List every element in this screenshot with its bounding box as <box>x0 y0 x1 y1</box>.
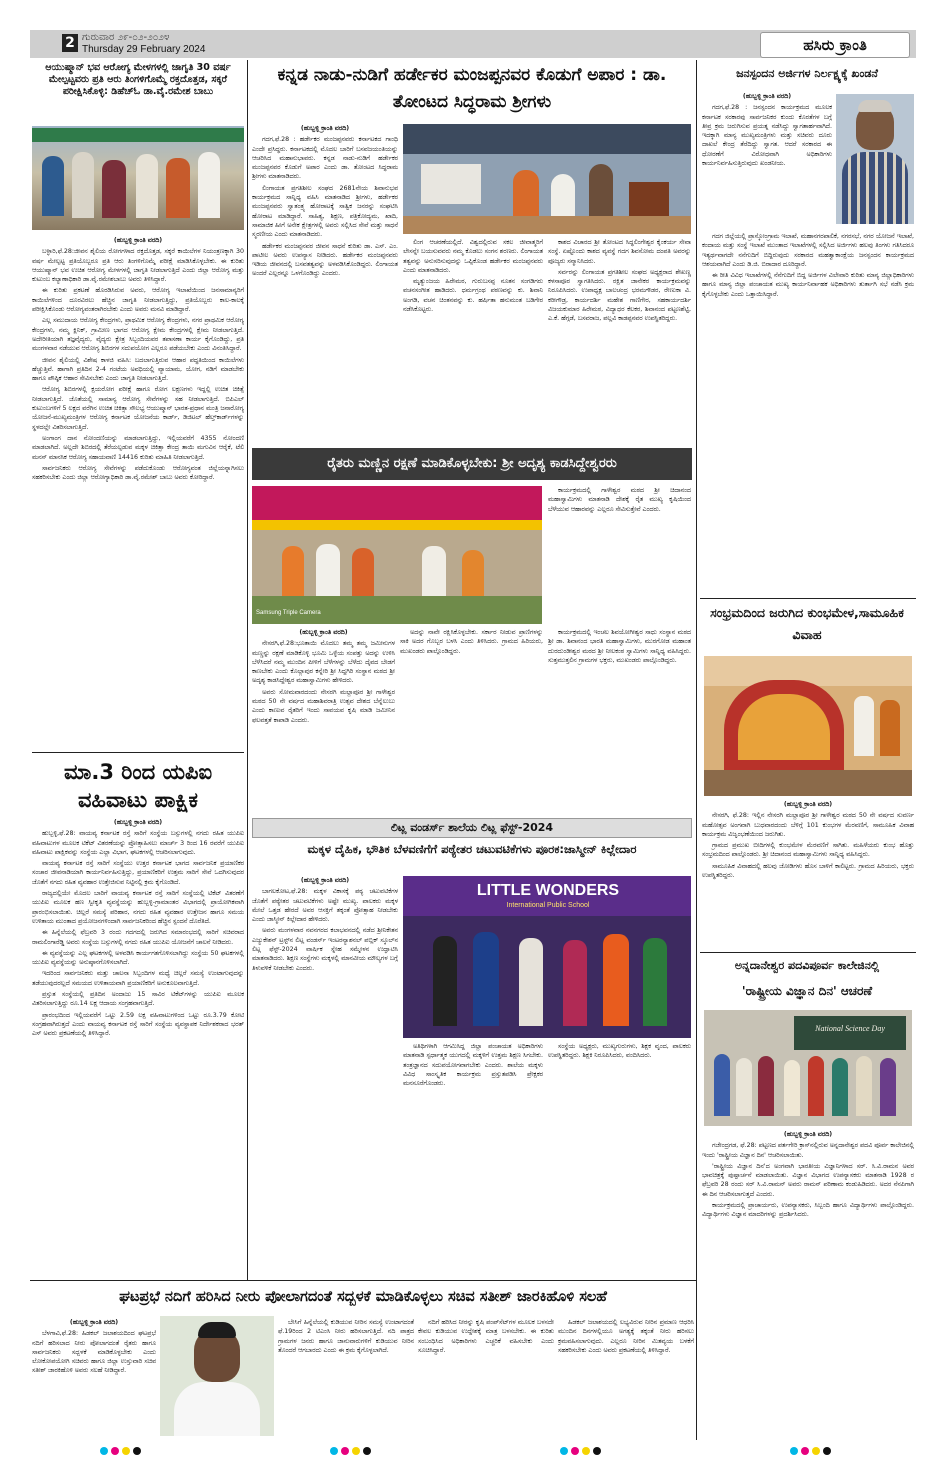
registration-dot <box>133 1447 141 1455</box>
story-school-body-1 <box>252 876 398 1166</box>
paragraph: ಪ್ರಸ್ತುತ ಸಂಸ್ಥೆಯಲ್ಲಿ ಪ್ರತಿದಿನ ಅಂದಾಜು 15 ಸಾವಿರ ಟಿಕೆಟ್‌ಗಳನ್ನು ಯುಪಿಐ ಮೂಲಕ ವಿತರಿಸಲಾಗುತ್ತಿದ್ದು ರೂ.14 ಲಕ್ಷ ಆದಾಯ ಸಂಗ್ರಹವಾಗುತ್ತಿದೆ. <box>32 991 244 1008</box>
story-school-body-2 <box>403 1042 543 1166</box>
byline: (ಹುಬ್ಬಳ್ಳಿ ಕ್ರಾಂತಿ ವರದಿ) <box>113 237 163 244</box>
story-water-body-3 <box>418 1318 554 1436</box>
date-kannada: ಗುರುವಾರ ೨೯-೦೨-೨೦೨೪ <box>82 32 170 43</box>
byline: (ಹುಬ್ಬಳ್ಳಿ ಕ್ರಾಂತಿ ವರದಿ) <box>742 93 792 100</box>
paragraph: ನೇಸರಗಿ,ಫೆ.28:ಭೂತಾಯಿ ಮೊದಲು ತಮ್ಮ ತಮ್ಮ ಜಮೀನುಗಳ ಮಣ್ಣನ್ನು ರಕ್ಷಣೆ ಮಾಡಿಕೊಳ್ಳಿ ಭೂಮಿ ಒಳ್ಳೆಯ ಸಂಪತ್ತು ಅದನ್ನು ಉಳಿಸಿ ಬೆಳೆಸಿದರೆ ನಮ್ಮ ಮುಂದಿನ ಪೀಳಿಗೆ ಬೆಳೆಗಳನ್ನು ಬೆಳೆದು ದೈವದ ಬೇಡಗೆ ಕಾಣಬೇಕು ಎಂದು ಕೊಲ್ಲಾಪುರ ಕನ್ನೇರಿ ಶ್ರೀ ಸಿದ್ದಗಿರಿ ಸಂಸ್ಥಾನ ಮಠದ ಶ್ರೀ ಅದೃಶ್ಯ ಕಾಡಸಿದ್ದೇಶ್ವರ ಮಹಾಸ್ವಾಮಿಗಳು ಹೇಳಿದರು. <box>252 640 395 685</box>
registration-dot <box>122 1447 130 1455</box>
paragraph: ಅಂಗಾಂಗ ದಾನ ನೋಂದಣಿಯನ್ನು ಮಾಡಲಾಗುತ್ತಿದ್ದು, ಇಲ್ಲಿಯವರೆಗೆ 4355 ನೋಂದಣಿ ಮಾಡಲಾಗಿದೆ. ಅಲ್ಲದೇ ಶಿಬಿರದಲ್ಲಿ ತೆರೆಯಲ್ಪಡುವ ಮಕ್ಕಳ ಚಿಕಿತ್ಸಾ ಕೇಂದ್ರ ತಾಯಿ ಮಗುವಿನ ಆರೈಕೆ, ಟೆಲಿ ಮನಸ್ ಮಾನಸಿಕ ಆರೋಗ್ಯ ಸಹಾಯವಾಣಿ 14416 ಕುರಿತು ಮಾಹಿತಿ ನೀಡಲಾಗುತ್ತಿದೆ. <box>32 434 244 461</box>
story-science-headline-b: 'ರಾಷ್ಟ್ರೀಯ ವಿಜ್ಞಾನ ದಿನ' ಆಚರಣೆ <box>741 984 873 998</box>
page-number: 2 <box>62 34 78 52</box>
paragraph: ಹಿಡಕಲ್ ಜಲಾಶಯದಲ್ಲಿ ಲಭ್ಯವಿರುವ ನೀರಿನ ಪ್ರಮಾಣ ಆಧರಿಸಿ ಮುಂದಿನ ದಿನಗಳಲ್ಲಿಯೂ ಅಗತ್ಯಕ್ಕೆ ತಕ್ಕಂತೆ ನೀರು ಹರಿಸಲು ಕ್ರಮವಹಿಸಲಾಗುವುದು. ಎಲ್ಲರೂ ನೀರಿನ ಮಿತವ್ಯಯ ಬಳಕೆಗೆ ಸಹಕರಿಸಬೇಕು ಎಂದು ಅವರು ಪ್ರಕಟಣೆಯಲ್ಲಿ ತಿಳಿಸಿದ್ದಾರೆ. <box>558 1319 694 1354</box>
byline: (ಹುಬ್ಬಳ್ಳಿ ಕ್ರಾಂತಿ ವರದಿ) <box>299 629 348 636</box>
story-hardekar-body-1 <box>252 124 398 434</box>
portrait-photo <box>836 94 914 224</box>
story-soil-body-4 <box>548 628 691 810</box>
registration-dot <box>341 1447 349 1455</box>
paragraph: ಬೇಸಿಗೆ ಹಿನ್ನೆಲೆಯಲ್ಲಿ ಕುಡಿಯುವ ನೀರಿನ ಸಮಸ್ಯೆ ಉಂಟಾಗದಂತೆ ಫೆ.19ರಿಂದ 2 ಟಿಎಂಸಿ ನೀರು ಹರಿಸಲಾಗುತ್ತಿದೆ. ನದಿ ಪಾತ್ರದ ಗ್ರಾಮಗಳ ಜನರು ಹಾಗೂ ಜಾನುವಾರುಗಳಿಗೆ ಕುಡಿಯುವ ನೀರಿನ ತೊಂದರೆ ಆಗಬಾರದು ಎಂದು ಈ ಕ್ರಮ ಕೈಗೊಳ್ಳಲಾಗಿದೆ. <box>278 1319 414 1354</box>
story-science-headline-a-box <box>700 956 914 978</box>
story-science-headline-b-box <box>700 980 914 1004</box>
registration-dot <box>790 1447 798 1455</box>
paragraph: ಲಿಂಗಾಯತ ಪ್ರಗತಿಶೀಲ ಸಂಘದ 2681ನೇಯ ಶಿವಾನುಭವ ಕಾರ್ಯಕ್ರಮದ ಸಾನ್ನಿಧ್ಯ ವಹಿಸಿ ಮಾತನಾಡಿದ ಶ್ರೀಗಳು, ಹರ್ಡೇಕರ ಮಂಜಪ್ಪನವರು ಸ್ವಾತಂತ್ರ್ಯ ಹೋರಾಟಕ್ಕೆ ಸಾತ್ವಿಕ ಜನರನ್ನು ಸಂಘಟಿಸಿ ಹೋರಾಟ ಮಾಡಿದ್ದಾರೆ. ಸಾಹಿತ್ಯ, ಶಿಕ್ಷಣ, ಪತ್ರಿಕೋದ್ಯಮ, ಖಾದಿ, ಸಾಮಾಜಿಕ ಹೀಗೆ ಅನೇಕ ಕ್ಷೇತ್ರಗಳಲ್ಲಿ ಅವರು ಸಲ್ಲಿಸಿದ ಸೇವೆ ಮತ್ತು ಸಾಧನೆ ಸ್ಮರಣೀಯ ಎಂದು ಮಾತನಾಡಿದರು. <box>252 184 398 239</box>
masthead: ಹಸಿರು ಕ್ರಾಂತಿ <box>760 32 910 58</box>
paragraph: ಕಾರ್ಯಕ್ರಮದಲ್ಲಿ ಗಾಳೇಶ್ವರ ಮಠದ ಶ್ರೀ ಚಿದಾನಂದ ಮಹಾಸ್ವಾಮಿಗಳು ಮಾತನಾಡಿ ದೇಶಕ್ಕೆ ರೈತ ಮುಖ್ಯ ಕೃಷಿಯಿಂದ ಬೆಳೆಯುವ ಆಹಾರವನ್ನು ಎಲ್ಲರೂ ಸೇವಿಸುತ್ತೇವೆ ಎಂದರು. <box>548 487 691 513</box>
science-day-photo <box>704 1010 912 1126</box>
story-kumbha-body <box>702 800 914 948</box>
paragraph: ಬಾಗಲಕೋಟ,ಫೆ.28: ಮಕ್ಕಳ ವಿಕಾಸಕ್ಕೆ ಪಠ್ಯ ಚಟುವಟಿಕೆಗಳ ಜೊತೆಗೆ ಪಠ್ಯೇತರ ಚಟುವಟಿಕೆಗಳು ಅಷ್ಟೇ ಮುಖ್ಯ. ಪಾಲಕರು ಮಕ್ಕಳ ಮೇಲೆ ಒತ್ತಡ ಹೇರದೆ ಅವರ ಆಸಕ್ತಿಗೆ ತಕ್ಕಂತೆ ಪ್ರೋತ್ಸಾಹ ನೀಡಬೇಕು ಎಂದು ಜಾಸ್ಮೀನ್ ಕಿಲ್ಲೇದಾರ ಹೇಳಿದರು. <box>252 888 398 924</box>
story-janaspandana-body-2 <box>702 232 914 590</box>
paragraph: ಸರ್ವರನ್ನು ಲಿಂಗಾಯತ ಪ್ರಗತಿಶೀಲ ಸಂಘದ ಅಧ್ಯಕ್ಷರಾದ ಶೇಖಣ್ಣ ಕಳಸಾಪೂರ ಸ್ವಾಗತಿಸಿದರು. ರಕ್ಷಿತ ಜಾನೇಕರ ಕಾರ್ಯಕ್ರಮವನ್ನು ನಿರೂಪಿಸಿದರು. ಉಪಾಧ್ಯಕ್ಷ ಬಾಲಚಂದ್ರ ಭರಮಗೌಡರ, ರೇಣುಕಾ ವಿ. ಕರೀಗೌಡ್ರ, ಕಾರ್ಯದರ್ಶಿ ಮಹೇಶ ಗಾಣಿಗೇರ, ಸಹಕಾರ್ಯದರ್ಶಿ ವಿಜಯಕುಮಾರ ಹಿರೇಮಠ, ವಿದ್ಯಾಧರ ಕೆಲಕರ, ಶಿವಾನಂದ ಪಟ್ಟಣಶೆಟ್ಟಿ, ಎ.ಕೆ. ಹೆಗ್ಗಡೆ, ಬಸವರಾಜ, ಪಲ್ಲವಿ ಕಾಡಪ್ಪನವರ ಉಪಸ್ಥಿತರಿದ್ದರು. <box>548 268 691 323</box>
registration-dot <box>823 1447 831 1455</box>
paragraph: ಪ್ರಾರಂಭದಿಂದ ಇಲ್ಲಿಯವರೆಗೆ ಒಟ್ಟು 2.59 ಲಕ್ಷ ವಹಿವಾಟುಗಳಿಂದ ಒಟ್ಟು ರೂ.3.79 ಕೋಟಿ ಸಂಗ್ರಹವಾಗಿರುತ್ತದೆ ಎಂದು ವಾಯವ್ಯ ಕರ್ನಾಟಕ ರಸ್ತೆ ಸಾರಿಗೆ ಸಂಸ್ಥೆಯ ವ್ಯವಸ್ಥಾಪಕ ನಿರ್ದೇಶಕರಾದ ಭರತ್ ಎಸ್ ಅವರು ಪ್ರಕಟಣೆಯಲ್ಲಿ ತಿಳಿಸಿದ್ದಾರೆ. <box>32 1011 244 1038</box>
paragraph: ಬಳ್ಳಾರಿ,ಫೆ.28:ಜೀವನ ಶೈಲಿಯ ರೋಗಗಳಾದ ರಕ್ತದೊತ್ತಡ, ಸಕ್ಕರೆ ಕಾಯಿಲೆಗಳ ನಿಯಂತ್ರಣಕ್ಕಾಗಿ 30 ವರ್ಷ ಮೇಲ್ಪಟ್ಟ ಪ್ರತಿಯೊಬ್ಬರೂ ಪ್ರತಿ ಆರು ತಿಂಗಳಿಗೊಮ್ಮೆ ಪರೀಕ್ಷೆ ಮಾಡಿಸಿಕೊಳ್ಳಬೇಕು. ಈ ಕುರಿತು ಆಯುಷ್ಮಾನ್ ಭವ ಉಚಿತ ಆರೋಗ್ಯ ಮೇಳಗಳಲ್ಲಿ ಜಾಗೃತಿ ನೀಡಲಾಗುತ್ತಿದೆ ಎಂದು ಜಿಲ್ಲಾ ಆರೋಗ್ಯ ಮತ್ತು ಕುಟುಂಬ ಕಲ್ಯಾಣಾಧಿಕಾರಿ ಡಾ.ವೈ.ರಮೇಶಬಾಬು ಅವರು ತಿಳಿಸಿದ್ದಾರೆ. <box>32 248 244 284</box>
paragraph: ಕಾರ್ಯಕ್ರಮದಲ್ಲಿ ಪ್ರಾಚಾರ್ಯರು, ಉಪನ್ಯಾಸಕರು, ಸಿಬ್ಬಂದಿ ಹಾಗೂ ವಿದ್ಯಾರ್ಥಿಗಳು ಪಾಲ್ಗೊಂಡಿದ್ದರು. ವಿದ್ಯಾರ್ಥಿಗಳು ವಿಜ್ಞಾನ ಮಾದರಿಗಳನ್ನು ಪ್ರದರ್ಶಿಸಿದರು. <box>702 1202 914 1219</box>
paragraph: ಅತಿಥಿಗಳಾಗಿ ಆಗಮಿಸಿದ್ದ ಜಿಲ್ಲಾ ಪಂಚಾಯತ ಅಧಿಕಾರಿಗಳು ಮಾತನಾಡಿ ಸ್ಪರ್ಧಾತ್ಮಕ ಯುಗದಲ್ಲಿ ಮಕ್ಕಳಿಗೆ ಉತ್ತಮ ಶಿಕ್ಷಣ ಸಿಗಬೇಕು. ತಂತ್ರಜ್ಞಾನದ ಸದುಪಯೋಗವಾಗಬೇಕು ಎಂದರು. ಶಾಲೆಯ ಮಕ್ಕಳು ವಿವಿಧ ಸಾಂಸ್ಕೃತಿಕ ಕಾರ್ಯಕ್ರಮ ಪ್ರಸ್ತುತಪಡಿಸಿ ಪ್ರೇಕ್ಷಕರ ಮನಸೂರೆಗೊಂಡರು. <box>403 1043 543 1088</box>
paragraph: ಸಂಸ್ಥೆಯ ಅಧ್ಯಕ್ಷರು, ಮುಖ್ಯಗುರುಗಳು, ಶಿಕ್ಷಕ ವೃಂದ, ಪಾಲಕರು ಉಪಸ್ಥಿತರಿದ್ದರು. ಶಿಕ್ಷಕಿ ನಿರೂಪಿಸಿದರು, ವಂದಿಸಿದರು. <box>548 1043 691 1060</box>
paragraph: ಸಾಮೂಹಿಕ ವಿವಾಹದಲ್ಲಿ ಹಲವು ಜೋಡಿಗಳು ಹೊಸ ಬಾಳಿಗೆ ಕಾಲಿಟ್ಟರು. ಗ್ರಾಮದ ಹಿರಿಯರು, ಭಕ್ತರು ಉಪಸ್ಥಿತರಿದ್ದರು. <box>702 862 914 880</box>
story-science-body <box>702 1130 914 1436</box>
story-school-body-3 <box>548 1042 691 1166</box>
registration-dot <box>330 1447 338 1455</box>
paragraph: ಬೆಳಗಾವಿ,ಫೆ.28: ಹಿಡಕಲ್ ಜಲಾಶಯದಿಂದ ಘಟಪ್ರಭೆ ನದಿಗೆ ಹರಿಸಲಾದ ನೀರು ಪೋಲಾಗದಂತೆ ರೈತರು ಹಾಗೂ ಸಾರ್ವಜನಿಕರು ಸದ್ಬಳಕೆ ಮಾಡಿಕೊಳ್ಳಬೇಕು ಎಂದು ಲೋಕೋಪಯೋಗಿ ಸಚಿವರು ಹಾಗೂ ಜಿಲ್ಲಾ ಉಸ್ತುವಾರಿ ಸಚಿವ ಸತೀಶ್ ಜಾರಕಿಹೊಳಿ ಅವರು ಸಲಹೆ ನೀಡಿದ್ದಾರೆ. <box>32 1330 156 1375</box>
story-upi-headline: ಮಾ.3 ರಿಂದ ಯಪಿಐ ವಹಿವಾಟು ಪಾಕ್ಷಿಕ <box>63 760 213 812</box>
paragraph: ನದಿಗೆ ಹರಿಸಿದ ನೀರನ್ನು ಕೃಷಿ ಪಂಪ್‌ಸೆಟ್‌ಗಳ ಮೂಲಕ ಬಳಸದೇ ಕೇವಲ ಕುಡಿಯುವ ಉದ್ದೇಶಕ್ಕೆ ಮಾತ್ರ ಬಳಸಬೇಕು. ಈ ಕುರಿತು ಸಂಬಂಧಿಸಿದ ಅಧಿಕಾರಿಗಳು ಎಚ್ಚರಿಕೆ ವಹಿಸಬೇಕು ಎಂದು ಸೂಚಿಸಿದ್ದಾರೆ. <box>418 1319 554 1354</box>
paragraph: ಅವರು ಸೋಮವಾರದಂದು ನೇಸರಗಿ ಮಲ್ಲಾಪೂರ ಶ್ರೀ ಗಾಳೇಶ್ವರ ಮಠದ 50 ನೇ ವರ್ಷದ ಮಹಾಶಿವರಾತ್ರಿ ಉತ್ಸವ ದೇಶದ ಬೆನ್ನೆಲುಬು ಎಂದು ಕಾಣುವ ರೈತರಿಗೆ ಇಂದು ಸಾವಯವ ಕೃಷಿ ಮಾಡಿ ಜಮೀನಿನ ಫಲವತ್ತತೆ ಕಾಪಾಡಿ ಎಂದರು. <box>252 688 395 724</box>
byline: (ಹುಬ್ಬಳ್ಳಿ ಕ್ರಾಂತಿ ವರದಿ) <box>113 819 163 826</box>
story-kumbha-headline-box <box>700 602 914 652</box>
paragraph: ಇದರಿಂದ ಸಾರ್ವಜನಿಕರು ಮತ್ತು ಚಾಲನಾ ಸಿಬ್ಬಂದಿಗಳ ಮಧ್ಯೆ ಚಿಲ್ಲರೆ ಸಮಸ್ಯೆ ಉಂಟಾಗುವುದನ್ನು ತಡೆಯುವುದರಲ್ಲದೆ ಸಮಯದ ಉಳಿತಾಯವಾಗಿ ಪ್ರಯಾಣಿಕರಿಗೆ ಅನುಕೂಲವಾಗುತ್ತಿದೆ. <box>32 970 244 987</box>
story-health-body <box>32 236 244 748</box>
story-soil-body-2 <box>252 628 395 810</box>
banner-subtext: International Public School <box>506 902 590 909</box>
registration-marks <box>560 1440 604 1450</box>
paragraph: ಅವರು ಮಂಗಳವಾರ ನವನಗರದ ಕಲಾಭವನದಲ್ಲಿ ನಡೆದ ಶ್ರೀನಿಕೇತನ ಎಜ್ಯುಕೇಶನ್ ಟ್ರಸ್ಟ್‌ನ ಲಿಟ್ಲ ವಂಡರ್ಸ್ ಇಂಟರನ್ಯಾಶನಲ್ ಪಬ್ಲಿಕ್ ಸ್ಕೂಲ್‌ನ ಲಿಟ್ಲ ಫೆಸ್ಟ್-2024 ವಾರ್ಷಿಕ ಸ್ನೇಹ ಸಮ್ಮೇಳನ ಉದ್ಘಾಟಿಸಿ ಮಾತನಾಡಿದರು. ಶಿಕ್ಷಣ ಸಂಸ್ಥೆಗಳು ಮಕ್ಕಳಲ್ಲಿ ಮಾನವೀಯ ಮೌಲ್ಯಗಳ ಬಗ್ಗೆ ತಿಳುವಳಿಕೆ ನೀಡಬೇಕು ಎಂದರು. <box>252 927 398 972</box>
registration-marks <box>790 1440 834 1450</box>
column-rule <box>247 60 248 1280</box>
paragraph: ಗಜೇಂದ್ರಗಡ, ಫೆ.28: ಪಟ್ಟಣದ ಪರ್ತಗೇರಿ ಕ್ರಾಸ್‌ನಲ್ಲಿರುವ ಅನ್ನದಾನೇಶ್ವರ ಪದವಿ ಪೂರ್ವ ಕಾಲೇಜಿನಲ್ಲಿ ಇಂದು 'ರಾಷ್ಟ್ರೀಯ ವಿಜ್ಞಾನ ದಿನ' ಆಚರಿಸಲಾಯಿತು. <box>702 1142 914 1159</box>
paragraph: ಎಲ್ಲ ಸಮುದಾಯ ಆರೋಗ್ಯ ಕೇಂದ್ರಗಳು, ಪ್ರಾಥಮಿಕ ಆರೋಗ್ಯ ಕೇಂದ್ರಗಳು, ನಗರ ಪ್ರಾಥಮಿಕ ಆರೋಗ್ಯ ಕೇಂದ್ರಗಳು, ನಮ್ಮ ಕ್ಲಿನಿಕ್, ಗ್ರಾಮೀಣ ಭಾಗದ ಆರೋಗ್ಯ ಕ್ಷೇಮ ಕೇಂದ್ರಗಳಲ್ಲಿ ಕ್ಷೇಮ ನೀಡಲಾಗುತ್ತಿದೆ. ಅದೇರೀತಿಯಾಗಿ ತಜ್ಞವೈದ್ಯರು, ವೈದ್ಯರು ಕ್ಷೇತ್ರ ಸಿಬ್ಬಂದಿಯವರ ತಪಾಸಣಾ ಕಾರ್ಯ ಕೈಗೊಂಡಿದ್ದು, ಪ್ರತಿ ಮಂಗಳವಾರ ನಡೆಯುವ ಆರೋಗ್ಯ ಶಿಬಿರಗಳ ಸದುಪಯೋಗ ಎಲ್ಲರೂ ಪಡೆಯಬೇಕು ಎಂದು ವಿನಂತಿಸಿದ್ದಾರೆ. <box>32 317 244 353</box>
paragraph: ಹರ್ಡೇಕರ ಮಂಜಪ್ಪನವರ ಜೀವನ ಸಾಧನೆ ಕುರಿತು ಡಾ. ಎಸ್. ಎಂ. ಪಾಟೀಲ ಅವರು ಉಪನ್ಯಾಸ ನೀಡಿದರು. ಹರ್ಡೇಕರ ಮಂಜಪ್ಪನವರು ಇಡಿಯ ಜೀವನದಲ್ಲಿ ಬಸವತತ್ವವನ್ನು ಅಳವಡಿಸಿಕೊಂಡಿದ್ದರು. ಲಿಂಗಾಯತ ಅಂದರೆ ಎಲ್ಲರನ್ನೂ ಒಳಗೊಂಡಿದ್ದು ಎಂದರು. <box>252 242 398 278</box>
story-health-headline: ಆಯುಷ್ಮಾನ್ ಭವ ಆರೋಗ್ಯ ಮೇಳಗಳಲ್ಲಿ ಜಾಗೃತಿ 30 ವರ್ಷ ಮೇಲ್ಪಟ್ಟವರು ಪ್ರತಿ ಆರು ತಿಂಗಳಿಗೊಮ್ಮೆ ರಕ್ತದೊತ್ತಡ, ಸಕ್ಕರೆ ಪರೀಕ್ಷಿಸಿಕೊಳ್ಳಿ: ಡಿಹೆಚ್‌ಓ ಡಾ.ವೈ.ರಮೇಶ ಬಾಬು <box>45 62 231 97</box>
paragraph: ಸಾರ್ವಜನಿಕರು ಆರೋಗ್ಯ ಸೇವೆಗಳನ್ನು ಪಡೆದುಕೊಂಡು ಆರೋಗ್ಯವಂತ ಜಿಲ್ಲೆಯನ್ನಾಗಿಸಲು ಸಹಕರಿಸಬೇಕು ಎಂದು ಜಿಲ್ಲಾ ಆರೋಗ್ಯಾಧಿಕಾರಿ ಡಾ.ವೈ.ರಮೇಶ್ ಬಾಬು ಅವರು ಕೋರಿದ್ದಾರೆ. <box>32 464 244 482</box>
paragraph: ಲಿಂಗ ಆಚರಣೆಯಲ್ಲಿದೆ. ವಿಶ್ವದಲ್ಲಿರುವ ಸಕಲ ಜೀವಾತ್ಮರಿಗೆ ಲೇಸನ್ನೇ ಬಯಸುವವರು ನಮ್ಮ ಕೊಡಲು ಸಂಗನ ಶರಣರು. ಲಿಂಗಾಯತ ತತ್ವವನ್ನು ಅನುಸರಿಸುವುದನ್ನು ಒಪ್ಪಿಕೊಂಡ ಹರ್ಡೇಕರ ಮಂಜಪ್ಪನವರು ಎಂದು ಮಾತನಾಡಿದರು. <box>403 239 543 274</box>
story-upi-headline-box <box>32 758 244 816</box>
paragraph: ಗದಗ,ಫೆ.28 : ಹರ್ಡೇಕರ ಮಂಜಪ್ಪನವರು ಕರ್ನಾಟಕದ ಗಾಂಧಿ ಎಂದೇ ಪ್ರಸಿದ್ಧರು. ಕರ್ನಾಟಕದಲ್ಲಿ ಮೊದಲ ಬಾರಿಗೆ ಬಸವಜಯಂತಿಯನ್ನು ಆಚರಿಸಿದ ಮಹಾನುಭಾವರು. ಕನ್ನಡ ನಾಡು-ನುಡಿಗೆ ಹರ್ಡೇಕರ ಮಂಜಪ್ಪನವರ ಕೊಡುಗೆ ಅಪಾರ ಎಂದು ಡಾ. ತೋಂಟದ ಸಿದ್ಧರಾಮ ಶ್ರೀಗಳು ಮಾತನಾಡಿದರು. <box>252 136 398 181</box>
paragraph: ಹುಬ್ಬಳ್ಳಿ,ಫೆ.28: ವಾಯವ್ಯ ಕರ್ನಾಟಕ ರಸ್ತೆ ಸಾರಿಗೆ ಸಂಸ್ಥೆಯ ಬಸ್ಸುಗಳಲ್ಲಿ ನಗದು ರಹಿತ ಯುಪಿಐ ವಹಿವಾಟುಗಳ ಮೂಲಕ ಟಿಕೆಟ್ ವಿತರಣೆಯನ್ನು ಪ್ರೋತ್ಸಾಹಿಸಲು ಮಾರ್ಚ್ 3 ರಿಂದ 16 ರವರೆಗೆ ಯುಪಿಐ ವಹಿವಾಟು ಪಾಕ್ಷಿಕವನ್ನು ಸಂಸ್ಥೆಯ ಎಲ್ಲಾ ವಿಭಾಗ, ಘಟಕಗಳಲ್ಲಿ ಆಚರಿಸಲಾಗುವುದು. <box>32 830 244 856</box>
paragraph: ಗದಗ ಜಿಲ್ಲೆಯಲ್ಲಿ ಪ್ರಾಸ್ಕೋಂಗ್ರಾಮ ಇಲಾಖೆ, ಮಹಾನಗರಪಾಲಿಕೆ, ನಗರಸಭೆ, ನಗರ ಯೋಜನೆ ಇಲಾಖೆ, ಕಂದಾಯ ಮತ್ತು ಸಂಸ್ಥೆ ಇಲಾಖೆ ಮುಂತಾದ ಇಲಾಖೆಗಳಲ್ಲಿ ಸಲ್ಲಿಸಿದ ಅರ್ಜಿಗಳು ಹಲವು ತಿಂಗಳು ಗತಿಸಿದರೂ ಇತ್ಯರ್ಥವಾಗದೇ ನನೆಗುದಿಗೆ ಬಿದ್ದಿರುವುದು ಸರಕಾರದ ಮಹತ್ವಾಕಾಂಕ್ಷೆಯ ಜನಸ್ಪಂದನ ಕಾರ್ಯಕ್ರಮದ ಆಶಯವಾಗಿದೆ ಎಂದು ಡಿ.ಜಿ. ಬಿರಾದಾರ ದೂರಿದ್ದಾರೆ. <box>702 233 914 268</box>
divider <box>32 752 244 753</box>
column-rule <box>696 60 697 1440</box>
date-english: Thursday 29 February 2024 <box>82 44 206 55</box>
story-janaspandana-headline-box <box>700 62 914 88</box>
story-water-body-1 <box>32 1318 156 1436</box>
story-hardekar-body-2 <box>403 238 543 434</box>
paragraph: ಕಾರ್ಯಕ್ರಮದಲ್ಲಿ ಇಂಚಲ ಶಿವಯೋಗೀಶ್ವರ ಸಾಧು ಸಂಸ್ಥಾನ ಮಠದ ಶ್ರೀ ಡಾ. ಶಿವಾನಂದ ಭಾರತಿ ಮಹಾಸ್ವಾಮಿಗಳು, ಮುರಗೋಡ ಮಹಾಂತ ದುರದುಂಡೀಶ್ವರ ಮಠದ ಶ್ರೀ ನೀಲಕಂಠ ಸ್ವಾಮಿಗಳು ಸಾನ್ನಿಧ್ಯ ವಹಿಸಿದ್ದರು. ಸುತ್ತಮುತ್ತಲಿನ ಗ್ರಾಮಗಳ ಭಕ್ತರು, ಮುಖಂಡರು ಪಾಲ್ಗೊಂಡಿದ್ದರು. <box>548 629 691 664</box>
story-school-headline: ಮಕ್ಕಳ ದೈಹಿಕ, ಭೌತಿಕ ಬೆಳವಣಿಗೆಗೆ ಪಠ್ಯೇತರ ಚಟುವಟಿಕೆಗಳು ಪೂರಕ:ಜಾಸ್ಮೀನ್ ಕಿಲ್ಲೇದಾರ <box>307 842 637 856</box>
story-water-headline: ಘಟಪ್ರಭೆ ನದಿಗೆ ಹರಿಸಿದ ನೀರು ಪೋಲಾಗದಂತೆ ಸದ್ಬಳಕೆ ಮಾಡಿಕೊಳ್ಳಲು ಸಚಿವ ಸತೀಶ್ ಜಾರಕಿಹೊಳಿ ಸಲಹೆ <box>119 1289 607 1305</box>
byline: (ಹುಬ್ಬಳ್ಳಿ ಕ್ರಾಂತಿ ವರದಿ) <box>783 801 833 808</box>
byline: (ಹುಬ್ಬಳ್ಳಿ ಕ್ರಾಂತಿ ವರದಿ) <box>69 1319 119 1326</box>
story-water-headline-box <box>32 1284 694 1312</box>
byline: (ಹುಬ್ಬಳ್ಳಿ ಕ್ರಾಂತಿ ವರದಿ) <box>783 1131 833 1138</box>
story-school-headline-box <box>252 842 692 872</box>
registration-dot <box>363 1447 371 1455</box>
story-janaspandana-body-1 <box>702 92 832 228</box>
registration-dot <box>582 1447 590 1455</box>
paragraph: ಈ ಹಿನ್ನೆಲೆಯಲ್ಲಿ ಫೆಬ್ರವರಿ 3 ರಂದು ಗದಗದಲ್ಲಿ ಜರುಗಿದ ಸಮಾರಂಭದಲ್ಲಿ ಸಾರಿಗೆ ಸಚಿವರಾದ ರಾಮಲಿಂಗಾರೆಡ್ಡಿ ಅವರು ಸಂಸ್ಥೆಯ ಬಸ್ಸುಗಳಲ್ಲಿ ನಗದು ರಹಿತ ಯುಪಿಐ ಯೋಜನೆಗೆ ಚಾಲನೆ ನೀಡಿದರು. <box>32 929 244 946</box>
hardekar-event-photo <box>403 124 691 234</box>
paragraph: ಈ ಕುರಿತು ಪ್ರಕಟಣೆ ಹೊರಡಿಸಿರುವ ಅವರು, ಆರೋಗ್ಯ ಇಲಾಖೆಯಿಂದ ಜನಸಾಮಾನ್ಯರಿಗೆ ಕಾಯಿಲೆಗಳಿಂದ ದೂರವಿರಲು ಹೆಚ್ಚಿನ ಜಾಗೃತಿ ನೀಡಲಾಗುತ್ತಿದ್ದು, ಪ್ರತಿಯೊಬ್ಬರು ಕಾಲ-ಕಾಲಕ್ಕೆ ಪರೀಕ್ಷಿಸಿಕೊಂಡು ಆರೋಗ್ಯವಂತರಾಗಿರಬೇಕು ಎಂದು ಅವರು ಮನವಿ ಮಾಡಿದ್ದಾರೆ. <box>32 287 244 314</box>
paragraph: ಈ ವ್ಯವಸ್ಥೆಯನ್ನು ಎಲ್ಲ ಘಟಕಗಳಲ್ಲಿ ಅಳವಡಿಸಿ ಕಾರ್ಯಗತಗೊಳಿಸಲಾಗಿದ್ದು ಸಂಸ್ಥೆಯ 50 ಘಟಕಗಳಲ್ಲಿ ಯುಪಿಐ ವ್ಯವಸ್ಥೆಯನ್ನು ಅನುಷ್ಠಾನಗೊಳಿಸಲಾಗಿದೆ. <box>32 949 244 967</box>
minister-portrait <box>160 1316 274 1436</box>
banner-text: LITTLE WONDERS <box>476 882 620 899</box>
photo-watermark: Samsung Triple Camera <box>256 610 321 616</box>
paragraph: ಈ ರೀತಿ ವಿವಿಧ ಇಲಾಖೆಗಳಲ್ಲಿ ನೆನೆಗುದಿಗೆ ಬಿದ್ದ ಅರ್ಜಿಗಳ ವಿಲೇವಾರಿ ಕುರಿತು ಮಾನ್ಯ ಜಿಲ್ಲಾಧಿಕಾರಿಗಳು ಹಾಗೂ ಮಾನ್ಯ ಜಿಲ್ಲಾ ಪಂಚಾಯತ ಮುಖ್ಯ ಕಾರ್ಯನಿರ್ವಾಹಕ ಅಧಿಕಾರಿಗಳು ತುರ್ತಾಗಿ ಸಭೆ ನಡೆಸಿ ಕ್ರಮ ಕೈಗೊಳ್ಳಬೇಕು ಎಂದು ಒತ್ತಾಯಿಸಿದ್ದಾರೆ. <box>702 272 914 298</box>
story-hardekar-headline-box <box>252 62 692 120</box>
story-soil-body-1 <box>548 486 691 624</box>
paragraph: ಅದನ್ನು ನಾವೇ ರಕ್ಷಿಸಿಕೊಳ್ಳಬೇಕು. ಸರ್ಕಾರ ನೀಡುವ ಪ್ರಾಣಿಗಳನ್ನು ಸಾಕಿ ಅದರ ಗೊಬ್ಬರ ಬಳಸಿ ಎಂದು ತಿಳಿಸಿದರು. ಗ್ರಾಮದ ಹಿರಿಯರು, ಮುಖಂಡರು ಪಾಲ್ಗೊಂಡಿದ್ದರು. <box>400 629 543 655</box>
paragraph: ಗ್ರಾಮದ ಪ್ರಮುಖ ಬೀದಿಗಳಲ್ಲಿ ಕುಂಭಮೇಳ ಮೆರವಣಿಗೆ ಸಾಗಿತು. ಮಹಿಳೆಯರು ಕುಂಭ ಹೊತ್ತು ಸಂಭ್ರಮದಿಂದ ಪಾಲ್ಗೊಂಡರು. ಶ್ರೀ ಚಿದಾನಂದ ಮಹಾಸ್ವಾಮಿಗಳು ಸಾನ್ನಿಧ್ಯ ವಹಿಸಿದ್ದರು. <box>702 842 914 859</box>
story-soil-body-3 <box>400 628 543 810</box>
registration-dot <box>593 1447 601 1455</box>
story-hardekar-headline: ಕನ್ನಡ ನಾಡು-ನುಡಿಗೆ ಹರ್ಡೇಕರ ಮಂಜಪ್ಪನವರ ಕೊಡುಗೆ ಅಪಾರ : ಡಾ. ತೋಂಟದ ಸಿದ್ಧರಾಮ ಶ್ರೀಗಳು <box>277 65 667 112</box>
paragraph: ವಾಯವ್ಯ ಕರ್ನಾಟಕ ರಸ್ತೆ ಸಾರಿಗೆ ಸಂಸ್ಥೆಯು ಉತ್ತರ ಕರ್ನಾಟಕ ಭಾಗದ ಸಾರ್ವಜನಿಕ ಪ್ರಯಾಣಿಕರ ಸಂಚಾರ ಜೀವನಾಡಿಯಾಗಿ ಕಾರ್ಯನಿರ್ವಹಿಸುತ್ತಿದ್ದು, ಪ್ರಯಾಣಿಕರಿಗೆ ಉತ್ತಮ ಸಾರಿಗೆ ಸೇವೆ ಒದಗಿಸುವುದರ ಜೊತೆಗೆ ನಗದು ರಹಿತ ವ್ಯವಹಾರ ಉತ್ತೇಜಿಸುವ ನಿಟ್ಟಿನಲ್ಲಿ ಕ್ರಮ ಕೈಗೊಂಡಿದೆ. <box>32 860 244 886</box>
registration-dot <box>812 1447 820 1455</box>
registration-dot <box>571 1447 579 1455</box>
registration-dot <box>100 1447 108 1455</box>
story-soil-headline: ರೈತರು ಮಣ್ಣಿನ ರಕ್ಷಣೆ ಮಾಡಿಕೊಳ್ಳಬೇಕು: ಶ್ರೀ ಅದೃಶ್ಯ ಕಾಡಸಿದ್ದೇಶ್ವರರು <box>252 448 692 480</box>
story-upi-body <box>32 818 244 1278</box>
school-fest-photo <box>403 876 691 1038</box>
registration-dot <box>560 1447 568 1455</box>
story-water-body-2 <box>278 1318 414 1436</box>
story-kumbha-headline: ಸಂಭ್ರಮದಿಂದ ಜರುಗಿದ ಕುಂಭಮೇಳ,ಸಾಮೂಹಿಕ ವಿವಾಹ <box>710 605 904 642</box>
registration-dot <box>801 1447 809 1455</box>
byline: (ಹುಬ್ಬಳ್ಳಿ ಕ್ರಾಂತಿ ವರದಿ) <box>300 877 350 884</box>
paragraph: ನೇಸರಗಿ, ಫೆ.28: ಇಲ್ಲಿನ ನೇಸರಗಿ ಮಲ್ಲಾಪೂರ ಶ್ರೀ ಗಾಳೇಶ್ವರ ಮಠದ 50 ನೇ ವರ್ಷದ ಸುವರ್ಣ ಮಹೋತ್ಸವ ಅಂಗವಾಗಿ ಬುಧವಾರದಂದು ಬೆಳಿಗ್ಗೆ 101 ಕುಂಭಗಳ ಮೆರವಣಿಗೆ, ಸಾಮೂಹಿಕ ವಿವಾಹ ಕಾರ್ಯಕ್ರಮ ವಿಜೃಂಭಣೆಯಿಂದ ಜರುಗಿತು. <box>702 812 914 838</box>
story-science-headline-a: ಅನ್ನದಾನೇಶ್ವರ ಪದವಿಪೂರ್ವ ಕಾಲೇಜಿನಲ್ಲಿ <box>734 959 880 972</box>
board-text: National Science Day <box>815 1024 885 1033</box>
paragraph: ಜೀವನ ಶೈಲಿಯಲ್ಲಿ ವಿಶೇಷ ಕಾಳಜಿ ವಹಿಸಿ: ಬದಲಾಗುತ್ತಿರುವ ಆಹಾರ ಪದ್ಧತಿಯಿಂದ ಕಾಯಿಲೆಗಳು ಹೆಚ್ಚುತ್ತಿವೆ. ಹಾಗಾಗಿ ಪ್ರತಿದಿನ 2-4 ಗಂಟೆಯ ಅವಧಿಯಲ್ಲಿ ವ್ಯಾಯಾಮ, ಯೋಗ, ನಡಿಗೆ ಮಾಡಬೇಕು ಹಾಗೂ ಪೌಷ್ಠಿಕ ಆಹಾರ ಸೇವಿಸಬೇಕು ಎಂದು ಜಾಗೃತಿ ನೀಡಲಾಗುತ್ತಿದೆ. <box>32 356 244 383</box>
byline: (ಹುಬ್ಬಳ್ಳಿ ಕ್ರಾಂತಿ ವರದಿ) <box>300 125 350 132</box>
kumbha-photo <box>704 656 912 796</box>
registration-marks <box>100 1440 144 1450</box>
paragraph: 'ರಾಷ್ಟ್ರೀಯ ವಿಜ್ಞಾನ ದಿನ'ದ ಅಂಗವಾಗಿ ಭಾರತೀಯ ವಿಜ್ಞಾನಿಗಳಾದ ಸರ್. ಸಿ.ವಿ.ರಾಮನ ಅವರ ಭಾವಚಿತ್ರಕ್ಕೆ ಪುಷ್ಪಾರ್ಚನೆ ಮಾಡಲಾಯಿತು. ವಿಜ್ಞಾನ ವಿಭಾಗದ ಉಪನ್ಯಾಸಕರು ಮಾತನಾಡಿ 1928 ರ ಫೆಬ್ರವರಿ 28 ರಂದು ಸರ್ ಸಿ.ವಿ.ರಾಮನ್ ಅವರು ರಾಮನ್ ಪರಿಣಾಮ ಕಂಡುಹಿಡಿದರು. ಅದರ ನೆನಪಿಗಾಗಿ ಈ ದಿನ ಆಚರಿಸಲಾಗುತ್ತದೆ ಎಂದರು. <box>702 1162 914 1198</box>
divider <box>700 952 916 953</box>
story-school-kicker: ಲಿಟ್ಲ ವಂಡರ್ಸ್ ಶಾಲೆಯ ಲಿಟ್ಲ ಫೆಸ್ಟ್-2024 <box>252 818 692 838</box>
paragraph: ಕಾಶದ ವಿಚಾರದ ಶ್ರೀ ತೋಂಟದ ಸಿದ್ಧಲಿಂಗೇಶ್ವರ ಕೈಂಕರ್ಯ ಸೇವಾ ಸಂಸ್ಥೆ. ಏಷ್ಟೊಂದು ಕಾಶದ ವ್ಯವಸ್ಥೆ ಗದಗ ಶಿವಸೋಮ ದಂಪತಿ ಅವರನ್ನು ಪೂಜ್ಯರು ಸನ್ಮಾನಿಸಿದರು. <box>548 239 691 265</box>
story-hardekar-body-3 <box>548 238 691 434</box>
paragraph: ಗದಗ,ಫೆ.28 : ಜನಸ್ಪಂದನ ಕಾರ್ಯಕ್ರಮದ ಮೂಲಕ ಕರ್ನಾಟಕ ಸರಕಾರವು ಸಾರ್ವಜನಿಕರ ಕುಂದು ಕೊರತೆಗಳ ಬಗ್ಗೆ ತೀವ್ರ ಕ್ರಮ ಜರುಗಿಸುವ ಪ್ರಯತ್ನ ನಡೆಸಿದ್ದು ಸ್ವಾಗತಾರ್ಹವಾಗಿದೆ. ಇದಕ್ಕಾಗಿ ಮಾನ್ಯ ಮುಖ್ಯಮಂತ್ರಿಗಳು ಮತ್ತು ಸಚಿವರು ದೂರು ದಾಖಲೆ ಕೇಂದ್ರ ತೆರೆದಿದ್ದು ಸ್ವಾಗತ. ಆದರೆ ಸರಕಾರದ ಈ ಧೋರಣೆಗೆ ವಿರೋಧವಾಗಿ ಅಧಿಕಾರಿಗಳು ಕಾರ್ಯನಿರ್ವಹಿಸುತ್ತಿರುವುದು ಖಂಡನೀಯ. <box>702 104 832 168</box>
paragraph: ರಾಜ್ಯದಲ್ಲಿಯೇ ಮೊದಲ ಬಾರಿಗೆ ವಾಯವ್ಯ ಕರ್ನಾಟಕ ರಸ್ತೆ ಸಾರಿಗೆ ಸಂಸ್ಥೆಯಲ್ಲಿ ಟಿಕೆಟ್ ವಿತರಣೆಗೆ ಯುಪಿಐ ಮೂಲಕ ಹಣ ಸ್ವೀಕೃತಿ ವ್ಯವಸ್ಥೆಯನ್ನು ಹುಬ್ಬಳ್ಳಿ-ಗ್ರಾಮಾಂತರ ವಿಭಾಗದಲ್ಲಿ ಪ್ರಾಯೋಗಿಕವಾಗಿ ಪ್ರಾರಂಭಿಸಲಾಯಿತು. ಚಿಲ್ಲರೆ ಸಮಸ್ಯೆ ಪರಿಹಾರ, ನಗದು ರಹಿತ ವ್ಯವಹಾರ ಉತ್ತೇಜನ ಹಾಗೂ ಸಮಯ ಉಳಿತಾಯ ಮುಂತಾದ ಪ್ರಯೋಜನಗಳಿಂದಾಗಿ ಸಾರ್ವಜನಿಕರಿಂದ ಹೆಚ್ಚಿನ ಸ್ಪಂದನೆ ದೊರೆತಿದೆ. <box>32 890 244 925</box>
story-janaspandana-headline: ಜನಸ್ಪಂದನ ಅರ್ಜಿಗಳ ನಿರ್ಲಕ್ಷ್ಯಕ್ಕೆ ಖಂಡನೆ <box>736 67 878 80</box>
health-camp-photo <box>32 126 244 230</box>
soil-event-photo <box>252 486 542 624</box>
story-health-headline-box <box>32 62 244 122</box>
paragraph: ಆರೋಗ್ಯ ಶಿಬಿರಗಳಲ್ಲಿ ಕ್ಷಯರೋಗ ಪರೀಕ್ಷೆ ಹಾಗೂ ರೋಗ ಲಕ್ಷಣಗಳು ಇದ್ದಲ್ಲಿ ಉಚಿತ ಚಿಕಿತ್ಸೆ ನೀಡಲಾಗುತ್ತಿದೆ. ಜೊತೆಯಲ್ಲಿ ಸಾಮಾನ್ಯ ಆರೋಗ್ಯ ಸೇವೆಗಳನ್ನು ಸಹ ನೀಡಲಾಗುತ್ತಿದೆ. ಬಿಪಿಎಲ್ ಕುಟುಂಬಗಳಿಗೆ 5 ಲಕ್ಷದ ವರೆಗಿನ ಉಚಿತ ಚಿಕಿತ್ಸಾ ಸೌಲಭ್ಯ ಆಯುಷ್ಮಾನ್ ಭಾರತ-ಪ್ರಧಾನ ಮಂತ್ರಿ ಜನಾರೋಗ್ಯ ಯೋಜನೆ-ಮುಖ್ಯಮಂತ್ರಿಗಳ ಆರೋಗ್ಯ ಕರ್ನಾಟಕ ಯೋಜನೆಯ ಕಾರ್ಡ್, ಡಿಜಿಟಲ್ ಹೆಲ್ತ್‌ಕಾರ್ಡ್‌ಗಳನ್ನು ಸ್ಥಳದಲ್ಲೇ ವಿತರಿಸಲಾಗುತ್ತಿದೆ. <box>32 386 244 431</box>
registration-dot <box>352 1447 360 1455</box>
story-water-body-4 <box>558 1318 694 1436</box>
page-header <box>30 30 916 58</box>
divider <box>30 1280 696 1281</box>
registration-marks <box>330 1440 374 1450</box>
paragraph: ಮೃತ್ಯುಂಜಯ ಹಿರೇಮಠ, ಗುರುಬಸಪ್ಪ ನೂತನ ಸಂಗಡಿಗರು ವಚನಸಂಗೀತ ಹಾಡಿದರು. ಧರ್ಮಗ್ರಂಥ ಪಠಣವನ್ನು ಕು. ಶಿವಾನಿ ಅಂಗಡಿ, ವಚನ ಚಿಂತನವನ್ನು ಕು. ಹರ್ಷಿತಾ ಹನುಮಂತ ಬಡಿಗೇರ ನಡೆಸಿಕೊಟ್ಟರು. <box>403 278 543 314</box>
registration-dot <box>111 1447 119 1455</box>
divider <box>700 598 916 599</box>
